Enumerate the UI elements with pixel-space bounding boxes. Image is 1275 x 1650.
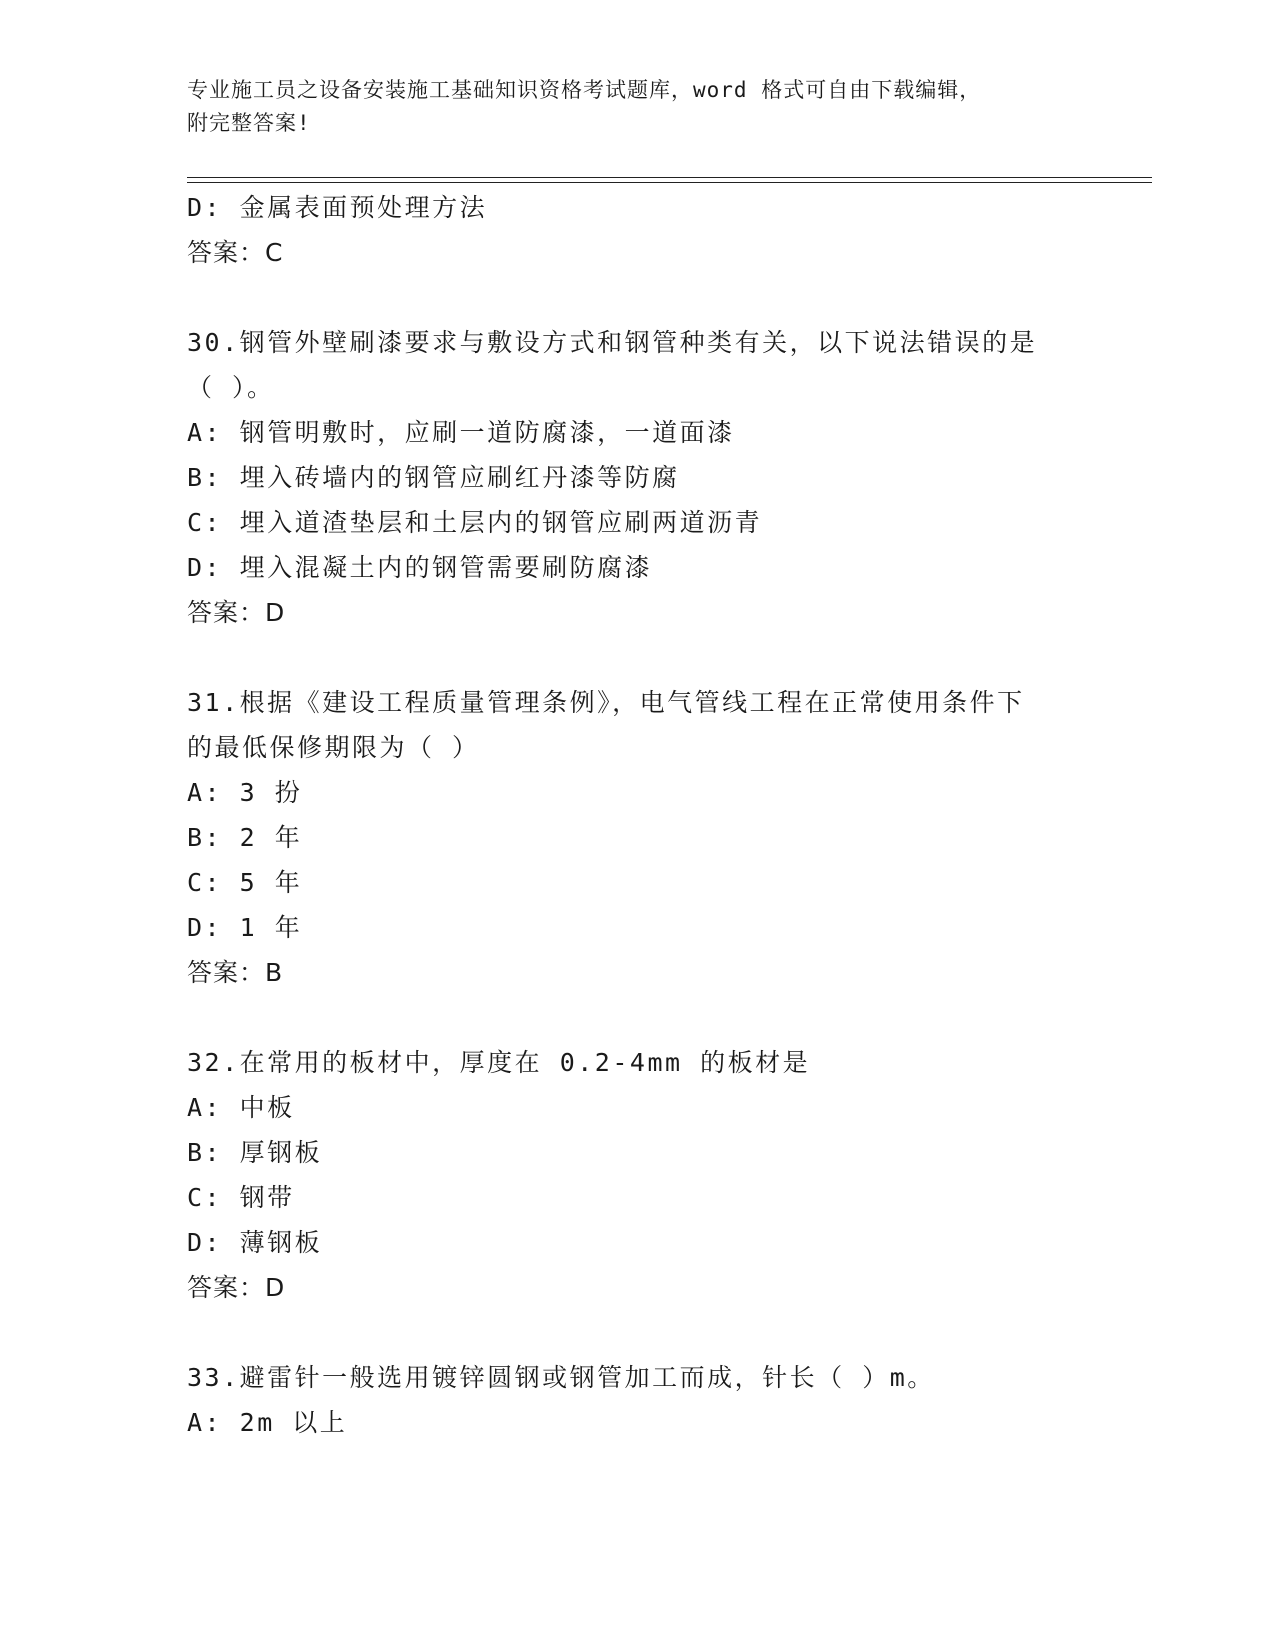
q30-option-c: C: 埋入道渣垫层和土层内的钢管应刷两道沥青 [187,508,763,537]
q31-option-a: A: 3 扮 [187,778,303,807]
q30-option-b: B: 埋入砖墙内的钢管应刷红丹漆等防腐 [187,463,680,492]
q30-stem-line-2: （ ）。 [187,373,275,402]
q30-answer: 答案：D [187,598,286,627]
header-rule-top [187,177,1152,178]
q32-option-d: D: 薄钢板 [187,1228,323,1257]
q31-stem-line-1: 31.根据《建设工程质量管理条例》，电气管线工程在正常使用条件下 [187,688,1025,717]
q32-option-c: C: 钢带 [187,1183,295,1212]
q33-stem-line-1: 33.避雷针一般选用镀锌圆钢或钢管加工而成，针长（ ）m。 [187,1363,935,1392]
header-line-1: 专业施工员之设备安装施工基础知识资格考试题库，word 格式可自由下载编辑， [187,78,982,102]
q33-option-a: A: 2m 以上 [187,1408,348,1437]
q32-answer: 答案：D [187,1273,286,1302]
q31-answer: 答案：B [187,958,284,987]
q31-stem-line-2: 的最低保修期限为（ ） [187,733,480,762]
q31-option-d: D: 1 年 [187,913,303,942]
q29-answer: 答案：C [187,238,284,267]
q31-option-b: B: 2 年 [187,823,303,852]
q32-option-b: B: 厚钢板 [187,1138,323,1167]
q30-option-a: A: 钢管明敷时，应刷一道防腐漆，一道面漆 [187,418,735,447]
document-header [187,74,1087,140]
q29-option-d: D: 金属表面预处理方法 [187,193,488,222]
header-line-2: 附完整答案! [187,111,311,135]
q30-stem-line-1: 30.钢管外壁刷漆要求与敷设方式和钢管种类有关，以下说法错误的是 [187,328,1038,357]
q32-stem-line-1: 32.在常用的板材中，厚度在 0.2-4mm 的板材是 [187,1048,811,1077]
header-rule-bottom [187,182,1152,183]
q32-option-a: A: 中板 [187,1093,295,1122]
q31-option-c: C: 5 年 [187,868,303,897]
q30-option-d: D: 埋入混凝土内的钢管需要刷防腐漆 [187,553,653,582]
